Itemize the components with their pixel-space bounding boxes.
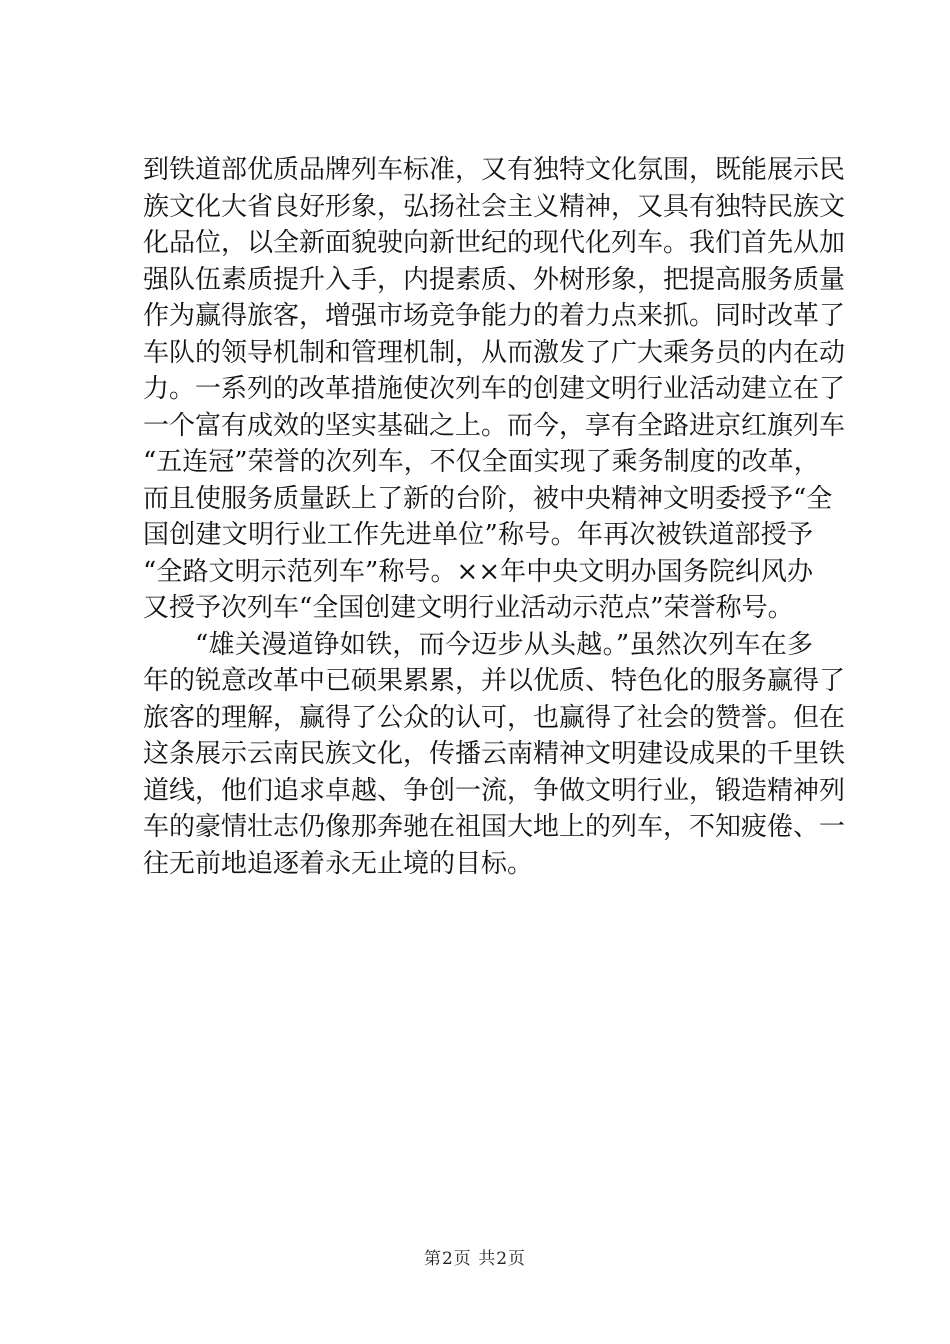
paragraph-1-line: 力。一系列的改革措施使次列车的创建文明行业活动建立在了 xyxy=(143,374,846,404)
paragraph-1-line: 一个富有成效的坚实基础之上。而今，享有全路进京红旗列车 xyxy=(143,410,846,441)
paragraph-1-line: 车队的领导机制和管理机制，从而激发了广大乘务员的内在动 xyxy=(143,337,846,368)
paragraph-1-line: 又授予次列车“全国创建文明行业活动示范点”荣誉称号。 xyxy=(143,593,794,623)
paragraph-1-line: 而且使服务质量跃上了新的台阶，被中央精神文明委授予“全 xyxy=(143,483,833,514)
paragraph-1-line: “全路文明示范列车”称号。××年中央文明办国务院纠风办 xyxy=(143,556,813,587)
paragraph-1-line: “五连冠”荣誉的次列车，不仅全面实现了乘务制度的改革， xyxy=(143,447,820,477)
paragraph-2-line: 旅客的理解，赢得了公众的认可，也赢得了社会的赞誉。但在 xyxy=(143,702,846,733)
paragraph-1-line: 到铁道部优质品牌列车标准，又有独特文化氛围，既能展示民 xyxy=(143,155,846,185)
paragraph-1-line: 强队伍素质提升入手，内提素质、外树形象，把提高服务质量 xyxy=(143,264,846,295)
paragraph-1-line: 族文化大省良好形象，弘扬社会主义精神，又具有独特民族文 xyxy=(143,191,846,222)
paragraph-1-line: 国创建文明行业工作先进单位”称号。年再次被铁道部授予 xyxy=(143,520,813,550)
page-footer: 第2页 共2页 xyxy=(423,1249,527,1269)
paragraph-2-line: 车的豪情壮志仍像那奔驰在祖国大地上的列车，不知疲倦、一 xyxy=(143,812,846,842)
paragraph-1-line: 作为赢得旅客，增强市场竞争能力的着力点来抓。同时改革了 xyxy=(143,301,846,331)
body-text xyxy=(143,152,846,882)
paragraph-2-line: 道线，他们追求卓越、争创一流，争做文明行业，锻造精神列 xyxy=(143,775,846,806)
paragraph-1-line: 化品位，以全新面貌驶向新世纪的现代化列车。我们首先从加 xyxy=(143,228,846,258)
paragraph-2-line: “雄关漫道铮如铁，而今迈步从头越。”虽然次列车在多 xyxy=(195,629,813,660)
paragraph-2-line: 这条展示云南民族文化，传播云南精神文明建设成果的千里铁 xyxy=(143,739,846,769)
paragraph-2-line: 往无前地追逐着永无止境的目标。 xyxy=(143,848,534,879)
paragraph-2-line: 年的锐意改革中已硕果累累，并以优质、特色化的服务赢得了 xyxy=(143,666,846,696)
